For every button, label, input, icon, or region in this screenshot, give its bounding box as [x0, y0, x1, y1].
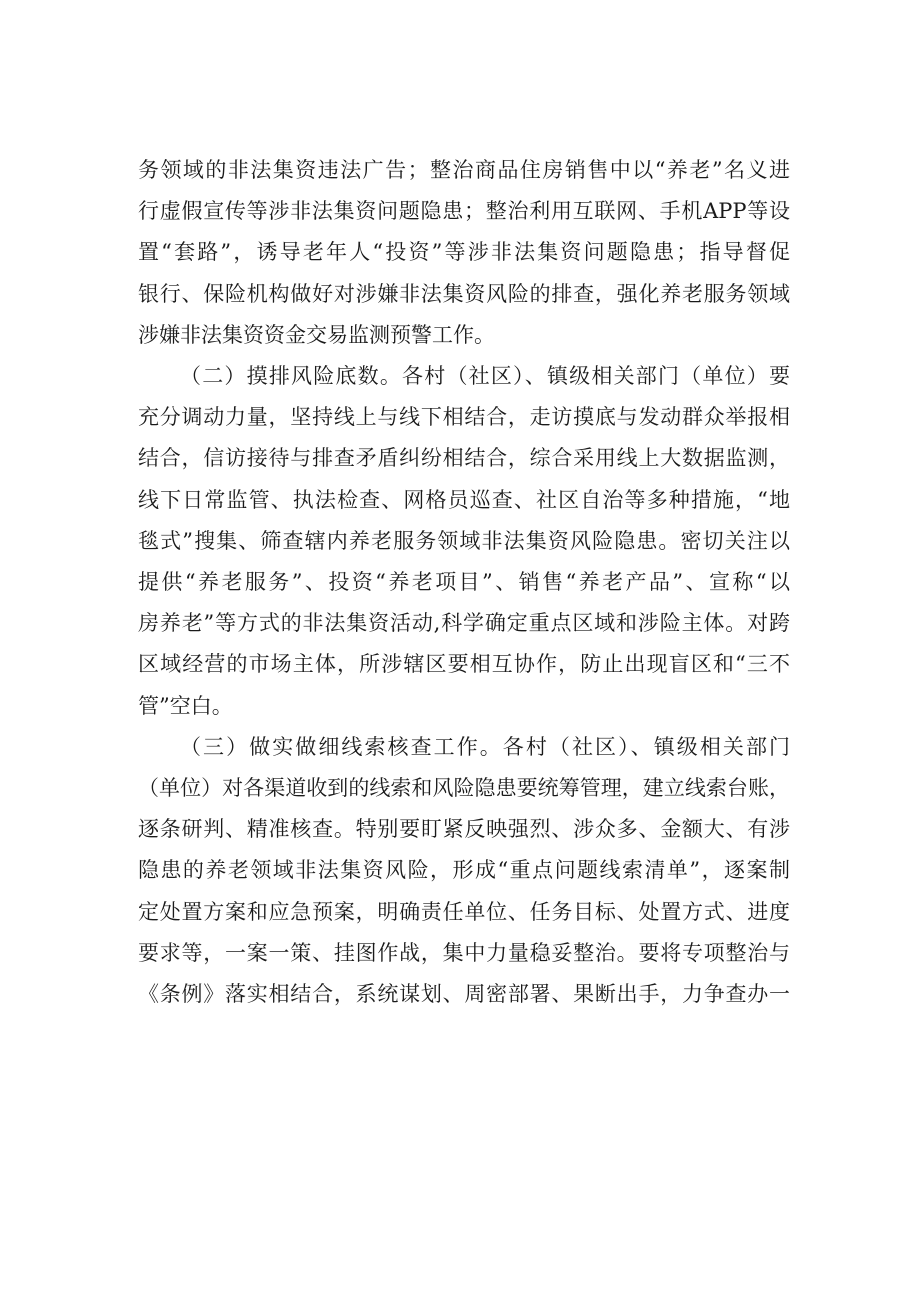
- paragraph-1-line-2: 行虚假宣传等涉非法集资问题隐患；整治利用互联网、手机APP等设: [138, 199, 790, 224]
- paragraph-3-line-1: （三）做实做细线索核查工作。各村（社区）、镇级相关部门: [180, 734, 790, 759]
- paragraph-2-line-6: 提供“养老服务”、投资“养老项目”、销售“养老产品”、宣称“以: [138, 570, 790, 595]
- paragraph-2-line-5: 毯式”搜集、筛查辖内养老服务领域非法集资风险隐患。密切关注以: [138, 528, 790, 553]
- paragraph-2-line-1: （二）摸排风险底数。各村（社区）、镇级相关部门（单位）要: [180, 364, 790, 389]
- paragraph-2-line-7: 房养老”等方式的非法集资活动,科学确定重点区域和涉险主体。对跨: [138, 611, 790, 636]
- paragraph-2-line-3: 结合，信访接待与排查矛盾纠纷相结合，综合采用线上大数据监测，: [138, 446, 790, 471]
- paragraph-1-line-1: 务领域的非法集资违法广告；整治商品住房销售中以“养老”名义进: [138, 158, 790, 182]
- paragraph-3-line-2: （单位）对各渠道收到的线索和风险隐患要统筹管理，建立线索台账，: [138, 776, 790, 801]
- paragraph-2: [138, 356, 790, 727]
- paragraph-3-line-7: 《条例》落实相结合，系统谋划、周密部署、果断出手，力争查办一: [138, 982, 790, 1007]
- paragraph-1-line-4: 银行、保险机构做好对涉嫌非法集资风险的排查，强化养老服务领域: [138, 281, 790, 306]
- paragraph-1-line-3: 置“套路”，诱导老年人“投资”等涉非法集资问题隐患；指导督促: [138, 240, 790, 265]
- paragraph-3: [138, 727, 790, 1015]
- paragraph-3-line-3: 逐条研判、精准核查。特别要盯紧反映强烈、涉众多、金额大、有涉: [138, 817, 790, 842]
- paragraph-1-line-5: 涉嫌非法集资资金交易监测预警工作。: [138, 322, 495, 347]
- paragraph-3-line-6: 要求等，一案一策、挂图作战，集中力量稳妥整治。要将专项整治与: [138, 940, 790, 965]
- paragraph-1: [138, 150, 790, 356]
- paragraph-2-line-8: 区域经营的市场主体，所涉辖区要相互协作，防止出现盲区和“三不: [138, 652, 790, 677]
- paragraph-2-line-4: 线下日常监管、执法检查、网格员巡查、社区自治等多种措施，“地: [138, 487, 790, 512]
- paragraph-2-line-9: 管”空白。: [138, 693, 233, 718]
- document-body: [138, 150, 790, 1015]
- paragraph-3-line-5: 定处置方案和应急预案，明确责任单位、任务目标、处置方式、进度: [138, 899, 790, 924]
- paragraph-3-line-4: 隐患的养老领域非法集资风险，形成“重点问题线索清单”，逐案制: [138, 858, 790, 883]
- paragraph-2-line-2: 充分调动力量，坚持线上与线下相结合，走访摸底与发动群众举报相: [138, 405, 790, 430]
